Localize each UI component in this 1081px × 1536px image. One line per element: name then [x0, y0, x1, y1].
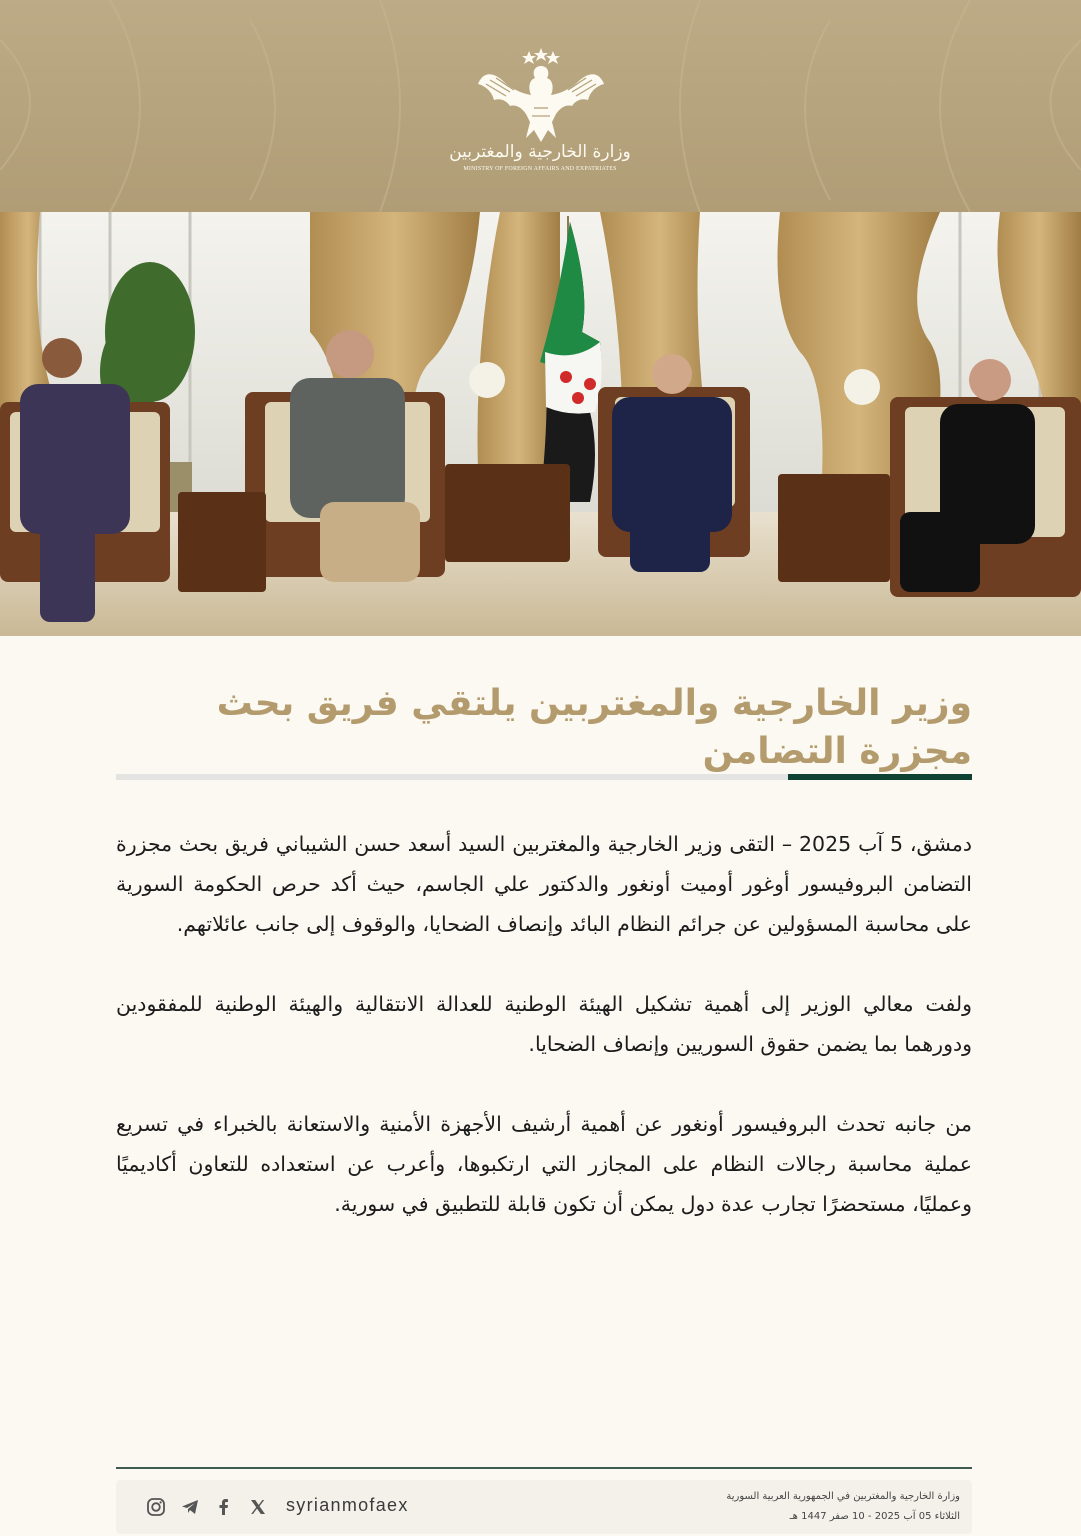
article-paragraph: ولفت معالي الوزير إلى أهمية تشكيل الهيئة الوطنية للعدالة الانتقالية والهيئة الوطنية للمفقودين ودورهما بما يضمن حقوق السوريين وإنصاف الضحايا. [116, 992, 972, 1056]
facebook-icon[interactable] [214, 1497, 234, 1517]
ministry-name-arabic: وزارة الخارجية والمغتربين [449, 142, 631, 162]
header-band [0, 0, 1081, 212]
article-body [116, 824, 972, 1264]
title-divider-accent [788, 774, 972, 780]
title-divider [116, 774, 788, 780]
article-paragraph: دمشق، 5 آب 2025 – التقى وزير الخارجية والمغتربين السيد أسعد حسن الشيباني فريق بحث مجزرة التضامن البروفيسور أوغور أوميت أونغور والدكتور علي الجاسم، حيث أكد حرص الحكومة السورية على محاسبة المسؤولين عن جرائم النظام البائد وإنصاف الضحايا، والوقوف إلى جانب عائلاتهم. [116, 832, 972, 936]
footer-date: الثلاثاء 05 آب 2025 - 10 صفر 1447 هـ [789, 1511, 960, 1522]
social-links [146, 1497, 268, 1517]
ministry-name-english: MINISTRY OF FOREIGN AFFAIRS AND EXPATRIATES [463, 166, 617, 172]
article-paragraph: من جانبه تحدث البروفيسور أونغور عن أهمية أرشيف الأجهزة الأمنية والاستعانة بالخبراء في تسريع عملية محاسبة رجالات النظام على المجازر التي ارتكبوها، وأعرب عن استعداده للتعاون أكاديميًا وعمليًا، مستحضرًا تجارب عدة دول يمكن أن تكون قابلة للتطبيق في سورية. [116, 1112, 972, 1216]
x-icon[interactable] [248, 1497, 268, 1517]
eagle-emblem [476, 48, 606, 144]
footer-bar [116, 1480, 972, 1534]
meeting-photo [0, 212, 1081, 636]
footer-divider [116, 1467, 972, 1469]
article-title: وزير الخارجية والمغتربين يلتقي فريق بحث مجزرة التضامن [216, 683, 972, 772]
social-handle[interactable]: syrianmofaex [286, 1495, 409, 1515]
instagram-icon[interactable] [146, 1497, 166, 1517]
telegram-icon[interactable] [180, 1497, 200, 1517]
footer-ministry-name: وزارة الخارجية والمغتربين في الجمهورية العربية السورية [726, 1491, 960, 1502]
